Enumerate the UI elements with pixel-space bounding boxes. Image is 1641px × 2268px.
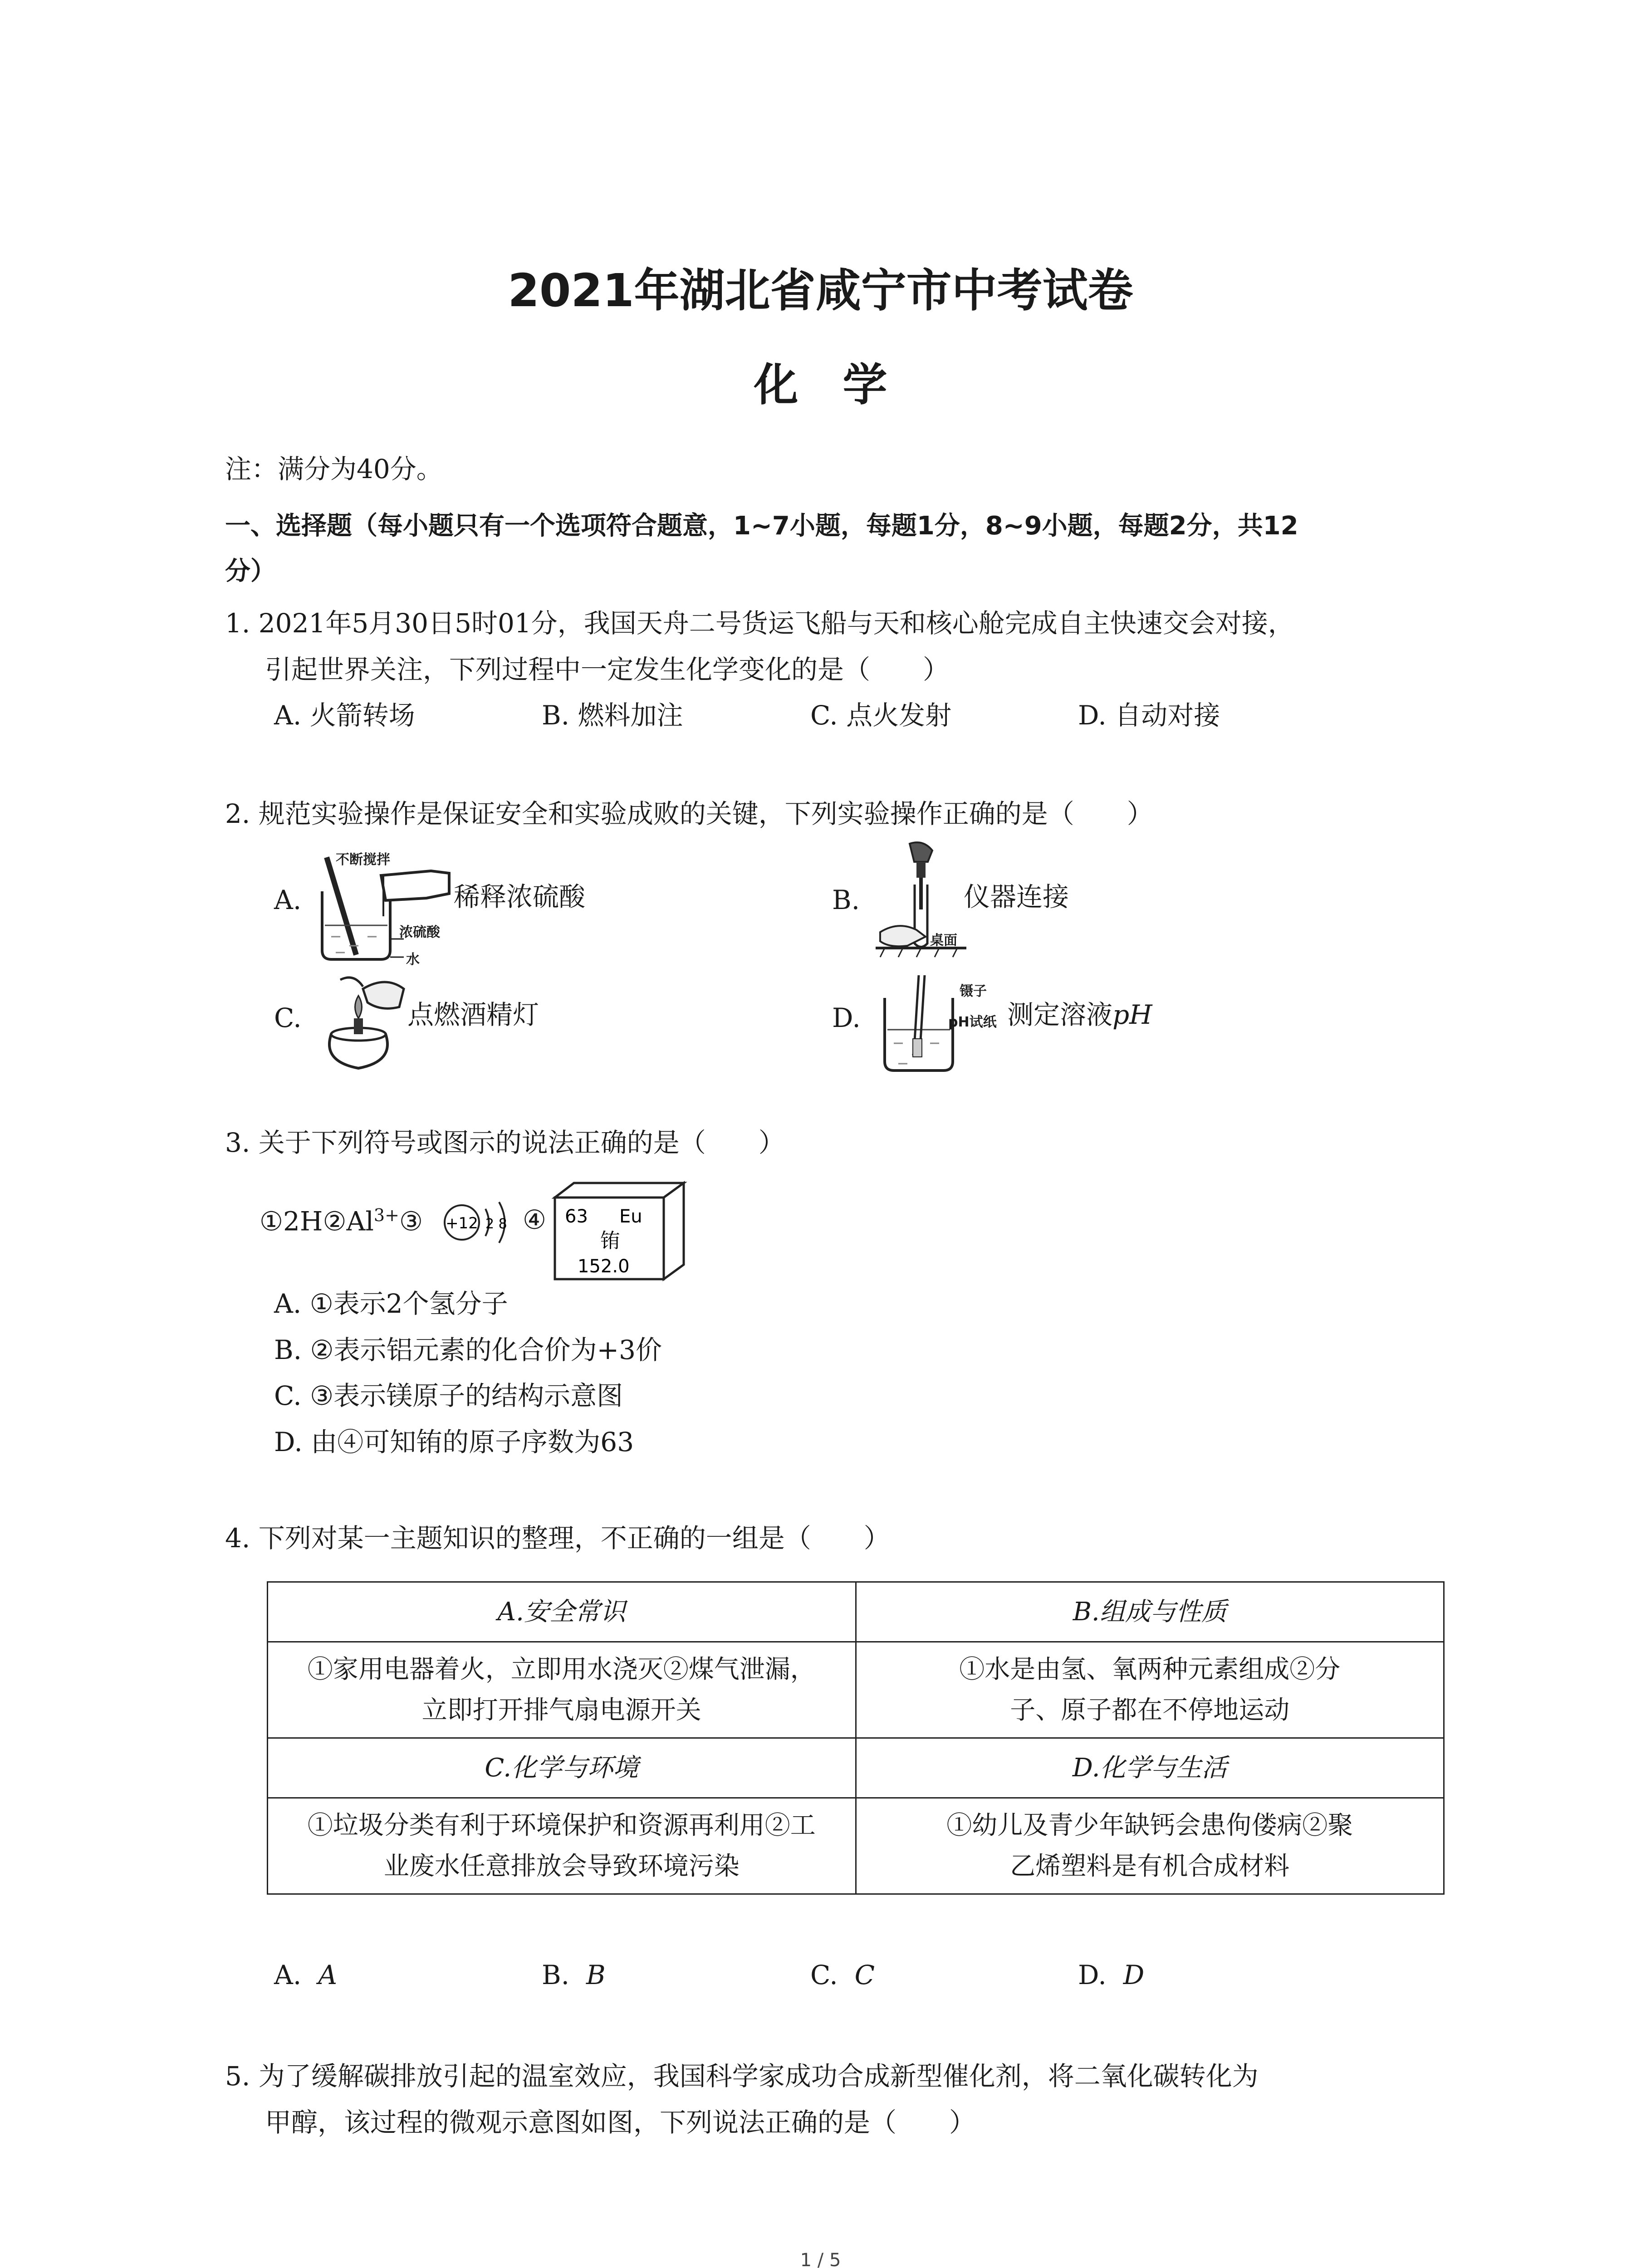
magnesium-atom-diagram — [436, 1191, 526, 1254]
page-title: 2021年湖北省咸宁市中考试卷 — [508, 264, 1133, 317]
q4-option-a: A. A — [274, 1960, 338, 1990]
atom-nucleus: +12 — [446, 1214, 478, 1232]
element-number: 63 — [565, 1206, 588, 1227]
table-head-c: C.化学与环境 — [268, 1738, 856, 1798]
q3-option-d: D. 由④可知铕的原子序数为63 — [274, 1427, 634, 1457]
element-mass: 152.0 — [578, 1256, 630, 1277]
section-heading: 一、选择题（每小题只有一个选项符合题意，1~7小题，每题1分，8~9小题，每题2分，共12 — [225, 511, 1298, 541]
q2-option-a-text: 稀释浓硫酸 — [454, 881, 586, 912]
label-ph-paper: pH试纸 — [948, 1014, 997, 1030]
table-cell-a: ①家用电器着火，立即用水浇灭②煤气泄漏， 立即打开排气扇电源开关 — [268, 1642, 856, 1738]
q3-sym4: ④ — [523, 1204, 546, 1235]
subject-title: 化 学 — [754, 359, 887, 411]
q3-option-b: B. ②表示铝元素的化合价为+3价 — [274, 1334, 662, 1365]
q3-stem: 3. 关于下列符号或图示的说法正确的是（ ） — [225, 1127, 785, 1158]
table-head-b: B.组成与性质 — [856, 1582, 1444, 1642]
q4-option-b: B. B — [542, 1960, 606, 1990]
q1-option-c: C. 点火发射 — [810, 700, 952, 731]
label-water: 水 — [406, 952, 420, 968]
element-name: 铕 — [600, 1229, 620, 1252]
q3-option-a: A. ①表示2个氢分子 — [274, 1288, 508, 1319]
table-cell-b: ①水是由氢、氧两种元素组成②分 子、原子都在不停地运动 — [856, 1642, 1444, 1738]
q5-stem-line1: 5. 为了缓解碳排放引起的温室效应，我国科学家成功合成新型催化剂，将二氧化碳转化为 — [225, 2061, 1259, 2092]
q4-table — [267, 1581, 1445, 1895]
europium-element-card — [551, 1179, 692, 1284]
page-number: 1 / 5 — [800, 2250, 841, 2268]
q5-stem-line2: 甲醇，该过程的微观示意图如图，下列说法正确的是（ ） — [265, 2107, 976, 2138]
q1-stem-line2: 引起世界关注，下列过程中一定发生化学变化的是（ ） — [265, 654, 950, 685]
table-cell-c: ①垃圾分类有利于环境保护和资源再利用②工 业废水任意排放会导致环境污染 — [268, 1798, 856, 1894]
atom-shells: 2 8 — [485, 1216, 507, 1232]
alcohol-lamp-figure — [313, 971, 413, 1075]
table-cell-d: ①幼儿及青少年缺钙会患佝偻病②聚 乙烯塑料是有机合成材料 — [856, 1798, 1444, 1894]
q2-stem: 2. 规范实验操作是保证安全和实验成败的关键，下列实验操作正确的是（ ） — [225, 798, 1153, 829]
label-tweezer: 镊子 — [960, 983, 987, 999]
q3-symbols: $①2H②Al^{3+}③$ — [260, 1205, 423, 1237]
q2-option-d-text: 测定溶液pH — [1007, 999, 1152, 1030]
label-conc-acid: 浓硫酸 — [399, 924, 440, 940]
q2-option-b-letter: B. — [832, 885, 860, 915]
section-heading-cont: 分） — [225, 557, 276, 586]
label-stir: 不断搅拌 — [336, 852, 390, 868]
table-head-d: D.化学与生活 — [856, 1738, 1444, 1798]
q2-option-a-letter: A. — [274, 885, 302, 915]
q2-option-c-text: 点燃酒精灯 — [407, 999, 539, 1030]
score-note: 注：满分为40分。 — [225, 454, 443, 484]
q4-stem: 4. 下列对某一主题知识的整理，不正确的一组是（ ） — [225, 1523, 890, 1554]
q1-option-a: A. 火箭转场 — [274, 700, 415, 731]
q4-option-d: D. D — [1078, 1960, 1145, 1990]
q1-stem-line1: 1. 2021年5月30日5时01分，我国天舟二号货运飞船与天和核心舱完成自主快速交会对接， — [225, 608, 1294, 639]
table-head-a: A.安全常识 — [268, 1582, 856, 1642]
instrument-connect-figure — [871, 835, 971, 971]
q4-option-c: C. C — [810, 1960, 875, 1990]
q1-option-b: B. 燃料加注 — [542, 700, 683, 731]
element-symbol: Eu — [619, 1206, 642, 1227]
q1-option-d: D. 自动对接 — [1078, 700, 1220, 731]
q3-option-c: C. ③表示镁原子的结构示意图 — [274, 1380, 623, 1411]
q2-option-b-text: 仪器连接 — [964, 881, 1069, 912]
q2-option-c-letter: C. — [274, 1002, 302, 1033]
label-desk: 桌面 — [930, 933, 957, 948]
q2-option-d-letter: D. — [832, 1002, 861, 1033]
